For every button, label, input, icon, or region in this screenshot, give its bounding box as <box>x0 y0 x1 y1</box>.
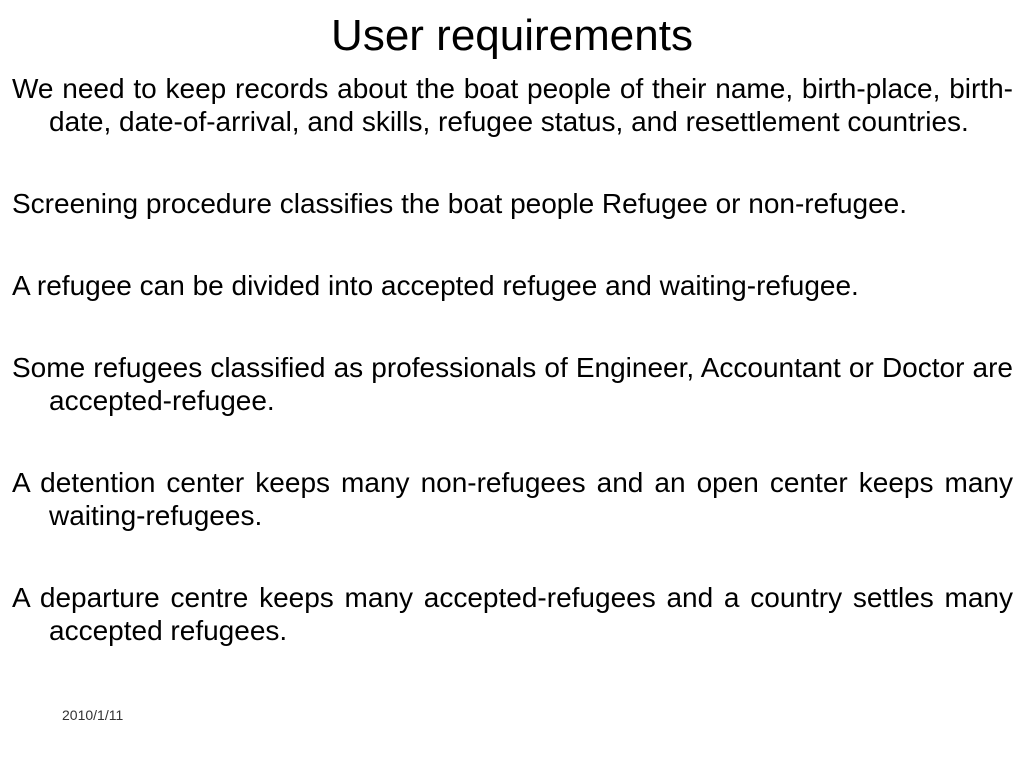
footer-date: 2010/1/11 <box>62 707 124 723</box>
requirement-item: Screening procedure classifies the boat people Refugee or non-refugee. <box>12 188 908 219</box>
slide-title: User requirements <box>331 11 693 60</box>
requirement-item: We need to keep records about the boat people of their name, birth-place, birth-date, date-of-arrival, and skills, refugee status, and resettlement countries. <box>12 73 1013 137</box>
requirement-item: A detention center keeps many non-refugees and an open center keeps many waiting-refugees. <box>12 467 1013 531</box>
requirement-item: Some refugees classified as professionals of Engineer, Accountant or Doctor are accepted-refugee. <box>12 352 1013 416</box>
requirements-list <box>12 72 1013 647</box>
requirement-item: A departure centre keeps many accepted-refugees and a country settles many accepted refugees. <box>12 582 1013 646</box>
requirement-item: A refugee can be divided into accepted refugee and waiting-refugee. <box>12 270 859 301</box>
